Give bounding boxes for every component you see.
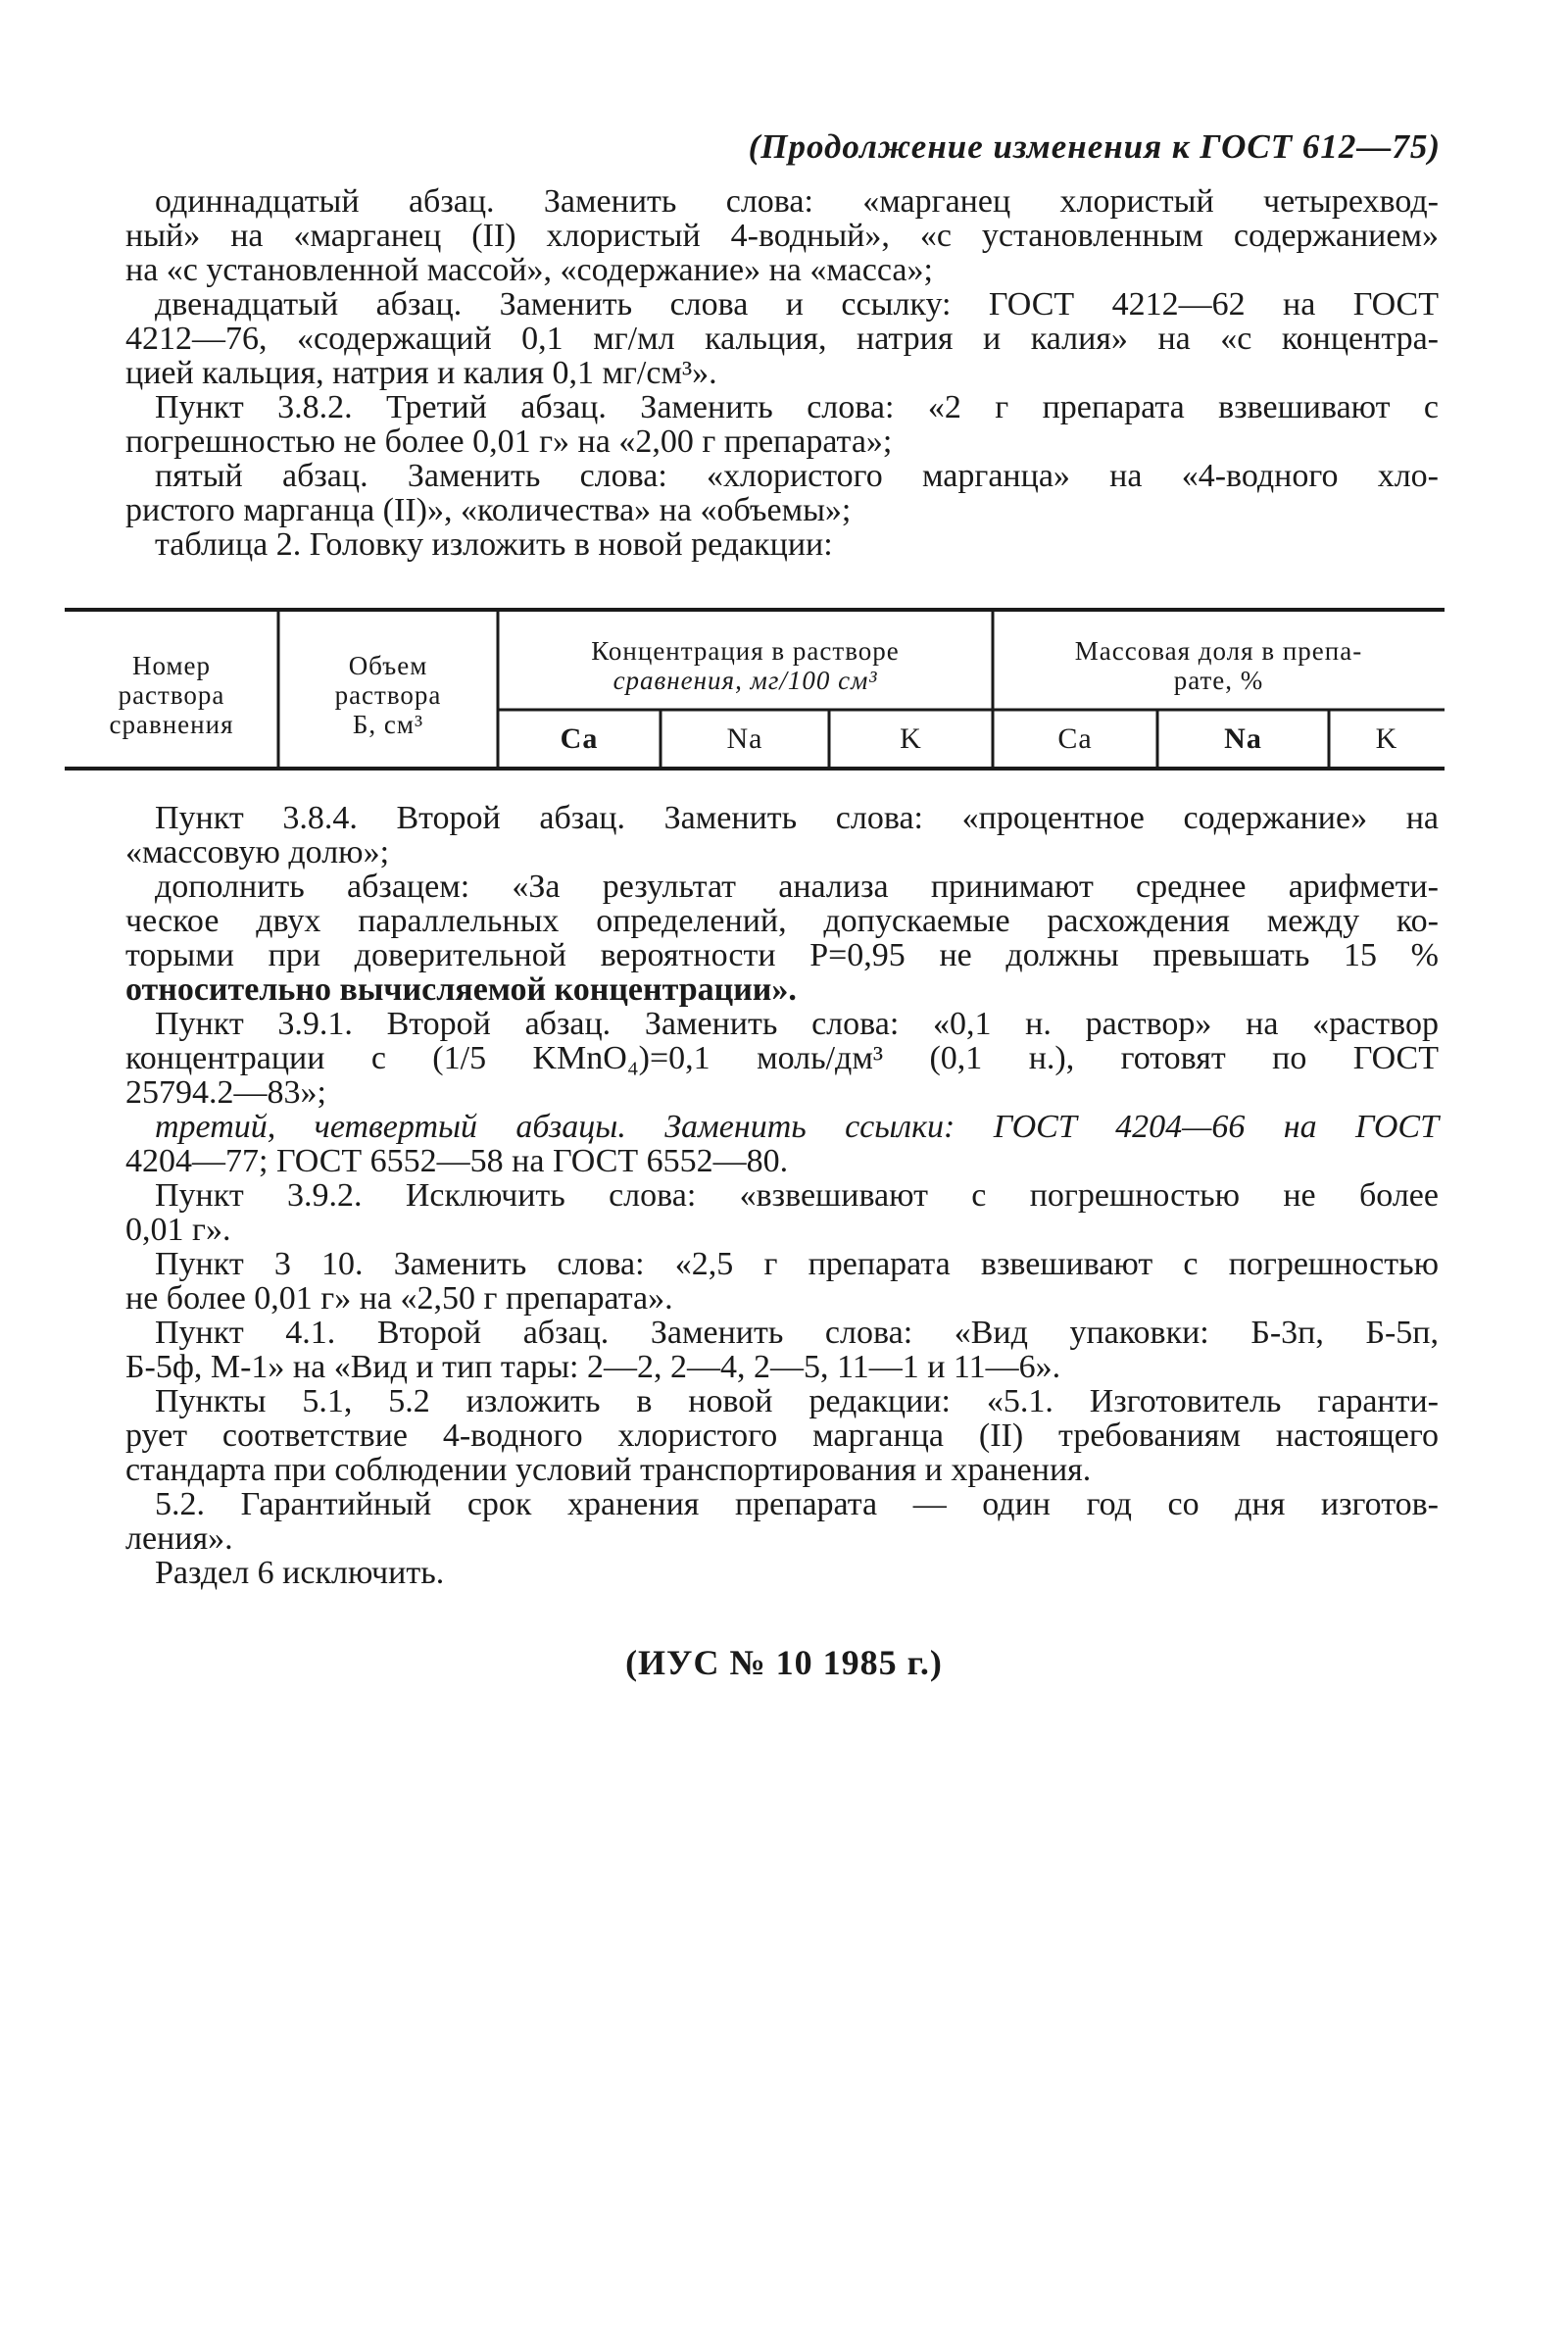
text-line: 5.2. Гарантийный срок хранения препарата — один год со дня изготов-	[155, 1486, 1439, 1522]
text-line: Пункт 3 10. Заменить слова: «2,5 г препарата взвешивают с погрешностью	[155, 1246, 1439, 1282]
text-line: ный» на «марганец (II) хлористый 4-водный», «с установленным содержанием»	[125, 218, 1439, 254]
column-header-volume: Объем раствора Б, см³	[334, 651, 442, 739]
text-line: Б-5ф, М-1» на «Вид и тип тары: 2—2, 2—4, 2—5, 11—1 и 11—6».	[125, 1349, 1061, 1385]
text-line: 4212—76, «содержащий 0,1 мг/мл кальция, натрия и калия» на «с концентра-	[125, 321, 1439, 357]
text-line: одиннадцатый абзац. Заменить слова: «марганец хлористый четырехвод-	[155, 183, 1439, 220]
text-line: Пункт 3.9.2. Исключить слова: «взвешивают с погрешностью не более	[155, 1177, 1439, 1214]
text-line: «массовую долю»;	[125, 834, 390, 870]
text-line: не более 0,01 г» на «2,50 г препарата».	[125, 1280, 673, 1317]
paragraph-3-9-2	[125, 1178, 1439, 1247]
paragraph-3-8-4	[125, 801, 1439, 870]
paragraph-5th	[125, 459, 1439, 527]
text-line: 25794.2—83»;	[125, 1074, 326, 1111]
subheader-na-mass: Na	[1224, 722, 1262, 755]
subheader-k-conc: K	[900, 722, 922, 755]
subheader-na-conc: Na	[726, 722, 763, 755]
paragraph-3-9-1	[125, 1007, 1439, 1110]
text-line: 0,01 г».	[125, 1212, 231, 1248]
text-line: ления».	[125, 1520, 233, 1557]
text-line: таблица 2. Головку изложить в новой редакции:	[155, 526, 833, 563]
text-line: Пункт 3.8.2. Третий абзац. Заменить слова: «2 г препарата взвешивают с	[155, 389, 1439, 425]
subheader-k-mass: K	[1375, 722, 1398, 755]
text-line: дополнить абзацем: «За результат анализа принимают среднее арифмети-	[155, 869, 1439, 905]
group-header-concentration: Концентрация в растворе сравнения, мг/100 см³	[591, 636, 900, 695]
text-line: 4204—77; ГОСТ 6552—58 на ГОСТ 6552—80.	[125, 1143, 789, 1179]
text-line: ристого марганца (II)», «количества» на «объемы»;	[125, 492, 852, 528]
text-line: торыми при доверительной вероятности P=0,95 не должны превышать 15 %	[125, 937, 1439, 973]
text-line: Пункты 5.1, 5.2 изложить в новой редакции: «5.1. Изготовитель гаранти-	[155, 1383, 1439, 1419]
text-line: Пункт 3.9.1. Второй абзац. Заменить слова: «0,1 н. раствор» на «раствор	[155, 1006, 1439, 1042]
paragraph-3-10	[125, 1247, 1439, 1316]
text-block-top	[125, 184, 1439, 562]
paragraph-5-1-5-2	[125, 1384, 1439, 1487]
paragraph-section-6	[125, 1556, 1439, 1590]
text-line: Пункт 4.1. Второй абзац. Заменить слова: «Вид упаковки: Б-3п, Б-5п,	[155, 1315, 1439, 1351]
subheader-ca-conc: Ca	[560, 722, 599, 755]
text-line: погрешностью не более 0,01 г» на «2,00 г препарата»;	[125, 423, 893, 460]
text-line: Раздел 6 исключить.	[155, 1555, 445, 1591]
text-line: цией кальция, натрия и калия 0,1 мг/см³».	[125, 355, 717, 391]
paragraph-4-1	[125, 1316, 1439, 1384]
text-line: ческое двух параллельных определений, допускаемые расхождения между ко-	[125, 903, 1439, 939]
text-line: стандарта при соблюдении условий транспортирования и хранения.	[125, 1452, 1092, 1488]
table-2-header	[65, 600, 1445, 778]
text-line: на «с установленной массой», «содержание» на «масса»;	[125, 252, 933, 288]
text-line: концентрации с (1/5 KMnO₄)=0,1 моль/дм³ (0,1 н.), готовят по ГОСТ	[125, 1040, 1439, 1076]
group-header-mass-fraction: Массовая доля в препа- рате, %	[1074, 636, 1363, 695]
subheader-ca-mass: Ca	[1057, 722, 1093, 755]
text-block-bottom	[125, 801, 1439, 1590]
paragraph-3-8-2	[125, 390, 1439, 459]
column-header-number: Номер раствора сравнения	[109, 651, 234, 739]
text-line: рует соответствие 4-водного хлористого марганца (II) требованиям настоящего	[125, 1417, 1439, 1454]
paragraph-3rd-4th	[125, 1110, 1439, 1178]
paragraph-addition	[125, 870, 1439, 1007]
text-line: двенадцатый абзац. Заменить слова и ссылку: ГОСТ 4212—62 на ГОСТ	[155, 286, 1439, 323]
paragraph-table2	[125, 527, 1439, 562]
text-line: третий, четвертый абзацы. Заменить ссылки: ГОСТ 4204—66 на ГОСТ	[155, 1109, 1439, 1145]
text-line: пятый абзац. Заменить слова: «хлористого марганца» на «4-водного хло-	[155, 458, 1439, 494]
page-header: (Продолжение изменения к ГОСТ 612—75)	[748, 127, 1441, 166]
ius-reference: (ИУС № 10 1985 г.)	[625, 1643, 943, 1682]
text-line: Пункт 3.8.4. Второй абзац. Заменить слова: «процентное содержание» на	[155, 800, 1439, 836]
paragraph-12th	[125, 287, 1439, 390]
paragraph-11th	[125, 184, 1439, 287]
text-line: относительно вычисляемой концентрации».	[125, 971, 797, 1008]
paragraph-5-2	[125, 1487, 1439, 1556]
